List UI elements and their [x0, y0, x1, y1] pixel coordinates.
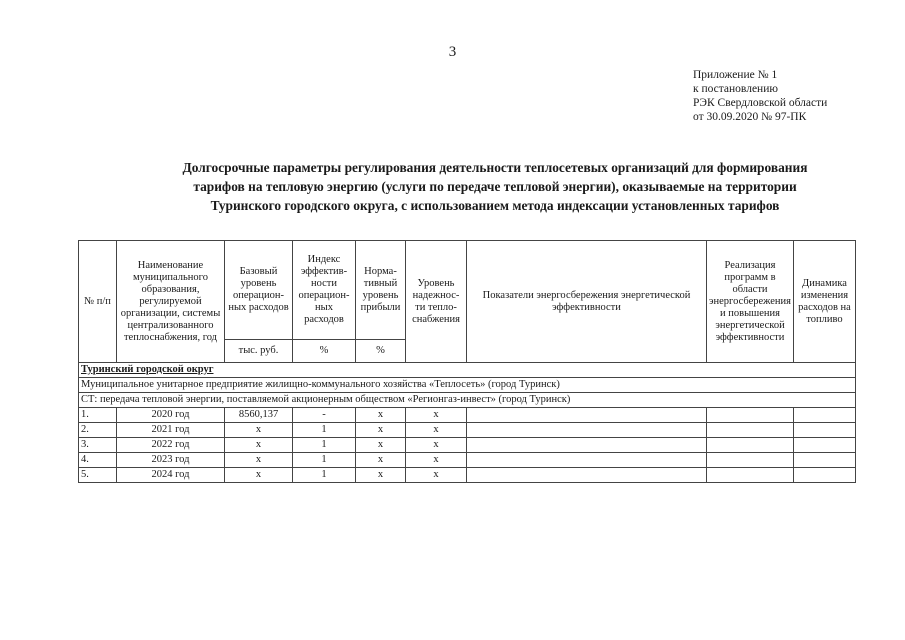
- appendix-line: Приложение № 1: [693, 69, 778, 81]
- header-base: Базовый уровень операцион-ных расходов: [225, 241, 293, 340]
- row-norm: x: [356, 468, 406, 483]
- row-reliability: x: [406, 453, 467, 468]
- appendix-line: от 30.09.2020 № 97-ПК: [693, 111, 807, 123]
- row-year: 2022 год: [117, 438, 225, 453]
- row-program: [707, 423, 794, 438]
- row-norm: x: [356, 408, 406, 423]
- row-dynamics: [794, 453, 856, 468]
- row-base: x: [225, 423, 293, 438]
- section-system-row: [79, 393, 856, 408]
- header-norm: Норма-тивный уровень прибыли: [356, 241, 406, 340]
- row-reliability: x: [406, 438, 467, 453]
- row-dynamics: [794, 408, 856, 423]
- row-year: 2020 год: [117, 408, 225, 423]
- row-dynamics: [794, 423, 856, 438]
- header-index: Индекс эффектив-ности операцион-ных расходов: [293, 241, 356, 340]
- title-line: тарифов на тепловую энергию (услуги по передаче тепловой энергии), оказываемые на территории: [193, 179, 797, 194]
- table-row: [79, 468, 856, 483]
- title-line: Туринского городского округа, с использованием метода индексации установленных тарифов: [210, 198, 780, 213]
- row-program: [707, 408, 794, 423]
- unit-base: тыс. руб.: [225, 340, 293, 363]
- unit-index: %: [293, 340, 356, 363]
- row-energy: [467, 468, 707, 483]
- row-energy: [467, 423, 707, 438]
- row-base: x: [225, 468, 293, 483]
- row-base: x: [225, 438, 293, 453]
- section-region: Туринский городской округ: [79, 363, 856, 378]
- row-reliability: x: [406, 423, 467, 438]
- table-row: [79, 408, 856, 423]
- appendix-line: РЭК Свердловской области: [693, 97, 828, 109]
- row-index: 1: [293, 453, 356, 468]
- document-title: [100, 158, 890, 215]
- header-row: [79, 241, 856, 340]
- row-num: 4.: [79, 453, 117, 468]
- row-program: [707, 438, 794, 453]
- row-dynamics: [794, 468, 856, 483]
- header-name: Наименование муниципального образования, регулируемой организации, системы централизованного теплоснабжения, год: [117, 241, 225, 363]
- row-energy: [467, 408, 707, 423]
- row-num: 3.: [79, 438, 117, 453]
- row-norm: x: [356, 438, 406, 453]
- table-row: [79, 423, 856, 438]
- row-year: 2024 год: [117, 468, 225, 483]
- title-line: Долгосрочные параметры регулирования деятельности теплосетевых организаций для формирования: [182, 160, 808, 175]
- row-index: 1: [293, 423, 356, 438]
- section-region-row: [79, 363, 856, 378]
- row-num: 1.: [79, 408, 117, 423]
- row-base: 8560,137: [225, 408, 293, 423]
- row-year: 2023 год: [117, 453, 225, 468]
- parameters-table: [78, 240, 856, 483]
- header-num: № п/п: [79, 241, 117, 363]
- table-row: [79, 438, 856, 453]
- header-program: Реализация программ в области энергосбережения и повышения энергетической эффективности: [707, 241, 794, 363]
- row-reliability: x: [406, 408, 467, 423]
- row-index: 1: [293, 438, 356, 453]
- row-norm: x: [356, 453, 406, 468]
- row-num: 5.: [79, 468, 117, 483]
- appendix-line: к постановлению: [693, 83, 778, 95]
- section-org-row: [79, 378, 856, 393]
- row-year: 2021 год: [117, 423, 225, 438]
- row-energy: [467, 453, 707, 468]
- unit-norm: %: [356, 340, 406, 363]
- page-number: 3: [448, 44, 457, 60]
- row-norm: x: [356, 423, 406, 438]
- section-org: Муниципальное унитарное предприятие жилищно-коммунального хозяйства «Теплосеть» (город Туринск): [79, 378, 856, 393]
- row-reliability: x: [406, 468, 467, 483]
- header-energy: Показатели энергосбережения энергетической эффективности: [467, 241, 707, 363]
- appendix-block: [693, 68, 827, 124]
- row-index: 1: [293, 468, 356, 483]
- row-base: x: [225, 453, 293, 468]
- table-row: [79, 453, 856, 468]
- row-dynamics: [794, 438, 856, 453]
- header-reliability: Уровень надежнос-ти тепло-снабжения: [406, 241, 467, 363]
- row-energy: [467, 438, 707, 453]
- section-system: СТ: передача тепловой энергии, поставляемой акционерным обществом «Регионгаз-инвест» (город Туринск): [79, 393, 856, 408]
- row-program: [707, 453, 794, 468]
- row-num: 2.: [79, 423, 117, 438]
- header-dynamics: Динамика изменения расходов на топливо: [794, 241, 856, 363]
- row-program: [707, 468, 794, 483]
- row-index: -: [293, 408, 356, 423]
